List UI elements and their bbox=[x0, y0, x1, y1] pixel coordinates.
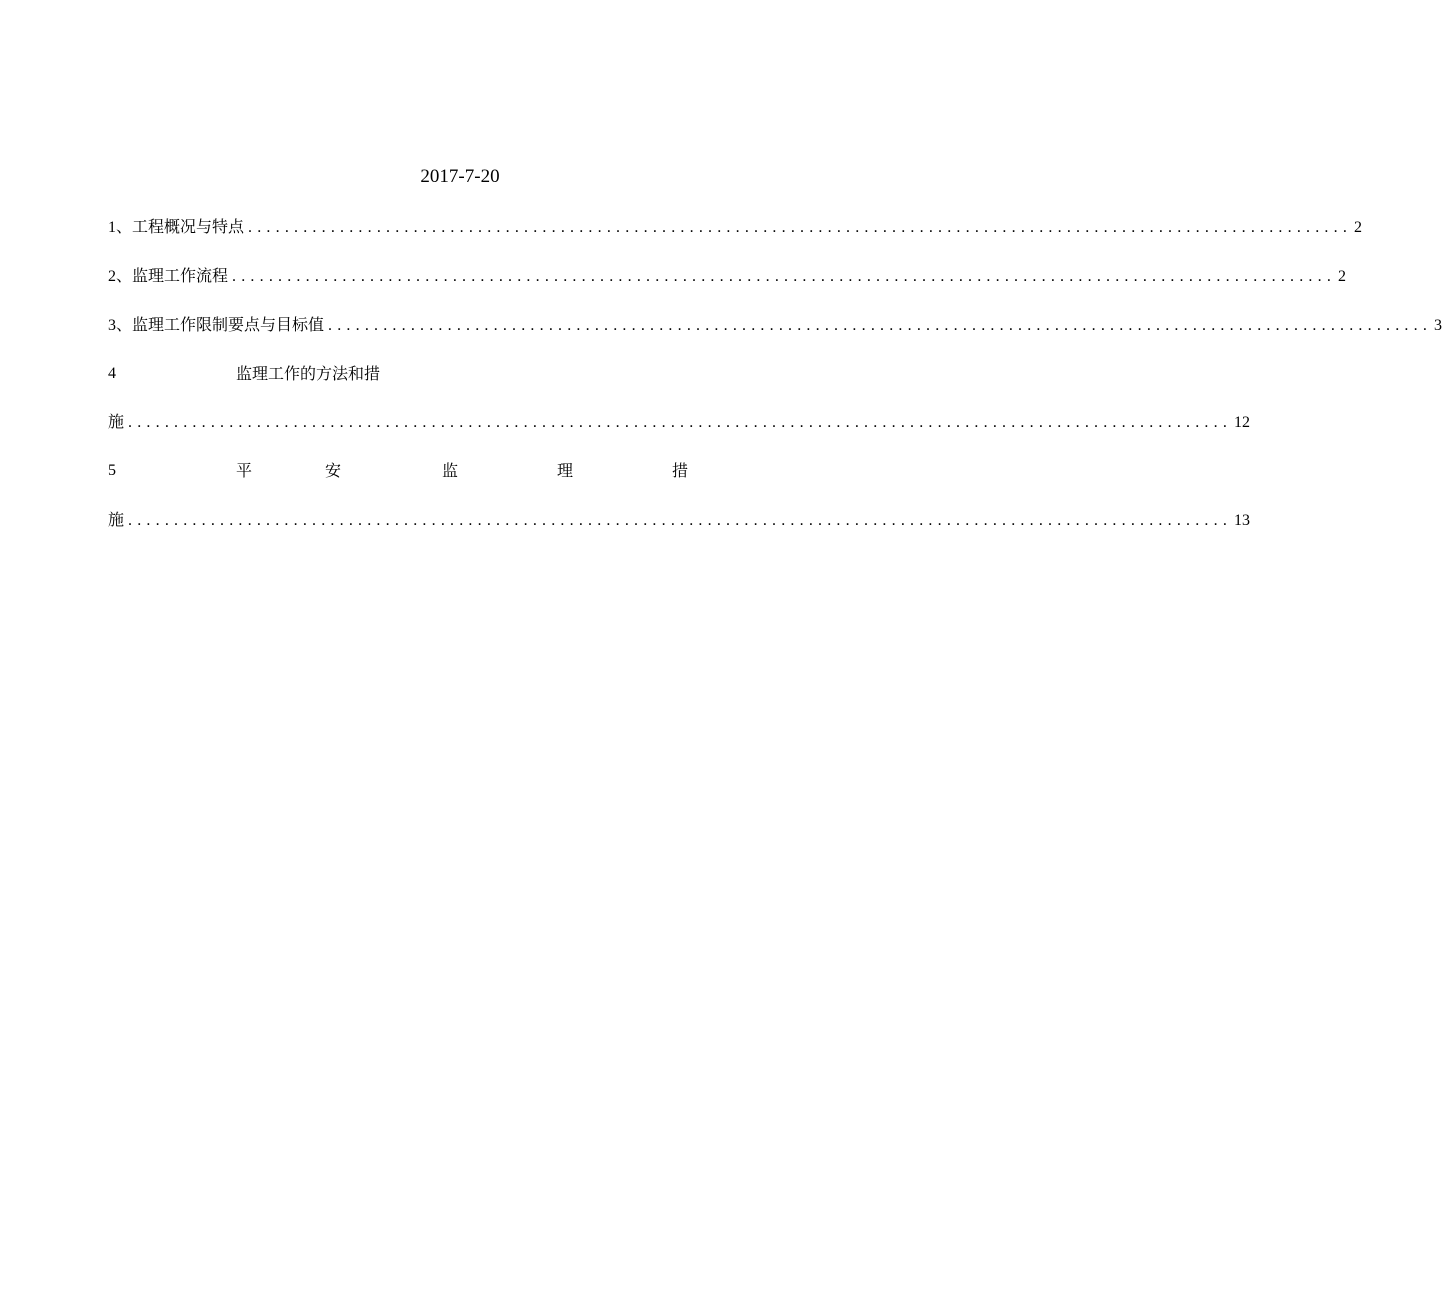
toc-page-number: 13 bbox=[1234, 512, 1251, 529]
toc-entry-5-word[interactable]: 安 bbox=[325, 461, 342, 480]
toc-page-number: 2 bbox=[1354, 219, 1363, 236]
toc-entry-3[interactable] bbox=[108, 313, 1442, 337]
toc-page-number: 3 bbox=[1434, 317, 1442, 334]
dot-leader: ........................................................................................................................ bbox=[248, 219, 1353, 236]
toc-entry-label: 3、监理工作限制要点与目标值 bbox=[108, 315, 325, 334]
toc-entry-5-number: 5 bbox=[108, 462, 116, 479]
toc-entry-4-title[interactable]: 监理工作的方法和措 bbox=[236, 364, 381, 383]
toc-entry-label: 施 bbox=[108, 412, 125, 431]
toc-entry-label: 2、监理工作流程 bbox=[108, 266, 229, 285]
toc-entry-4-number: 4 bbox=[108, 365, 116, 382]
toc-entry-5-word[interactable]: 平 bbox=[236, 461, 253, 480]
dot-leader: ........................................................................................................................ bbox=[128, 414, 1233, 431]
toc-page-number: 2 bbox=[1338, 268, 1347, 285]
toc-entry-5-word[interactable]: 监 bbox=[442, 461, 459, 480]
dot-leader: ........................................................................................................................ bbox=[232, 268, 1337, 285]
document-date: 2017-7-20 bbox=[420, 166, 500, 187]
toc-entry-4-continuation[interactable] bbox=[108, 410, 1251, 434]
dot-leader: ........................................................................................................................ bbox=[128, 512, 1233, 529]
toc-entry-5-word[interactable]: 理 bbox=[557, 461, 574, 480]
toc-entry-label: 施 bbox=[108, 510, 125, 529]
dot-leader: ........................................................................................................................ bbox=[328, 317, 1433, 334]
toc-entry-5-continuation[interactable] bbox=[108, 508, 1251, 532]
toc-entry-5-word[interactable]: 措 bbox=[672, 461, 689, 480]
toc-entry-label: 1、工程概况与特点 bbox=[108, 217, 245, 236]
toc-entry-2[interactable] bbox=[108, 264, 1347, 288]
toc-page-number: 12 bbox=[1234, 414, 1251, 431]
toc-entry-1[interactable] bbox=[108, 215, 1363, 239]
